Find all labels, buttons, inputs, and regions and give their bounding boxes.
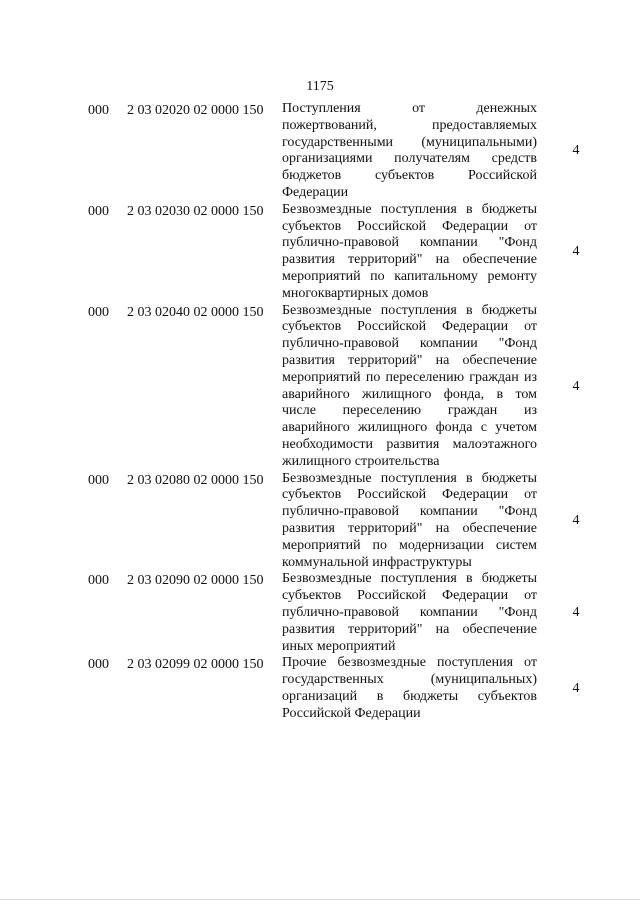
admin-code: 000: [88, 203, 109, 219]
revenue-description: Безвозмездные поступления в бюджеты субъектов Российской Федерации от публично-правовой компании "Фонд развития территорий" на обеспечение иных мероприятий: [282, 571, 537, 654]
revenue-code: 2 03 02020 02 0000 150: [127, 103, 264, 118]
revenue-code: 2 03 02090 02 0000 150: [127, 573, 264, 589]
table-row: [0, 202, 640, 303]
revenue-description: Прочие безвозмездные поступления от государственных (муниципальных) организаций в бюджеты субъектов Российской Федерации: [282, 655, 537, 721]
category-value: 4: [572, 143, 580, 159]
category-value: 4: [572, 378, 580, 394]
table-row: [0, 655, 640, 722]
scan-edge-divider: [0, 899, 640, 900]
revenue-description: Поступления от денежных пожертвований, предоставляемых государственными (муниципальными) организациями получателям средств бюджетов субъектов Российской Федерации: [282, 101, 537, 200]
category-value: 4: [572, 605, 580, 621]
revenue-code: 2 03 02040 02 0000 150: [127, 304, 264, 320]
category-value: 4: [572, 680, 580, 696]
admin-code: 000: [88, 304, 109, 320]
table-row: [0, 303, 640, 471]
admin-code: 000: [88, 472, 109, 488]
table-row: [0, 101, 640, 202]
table-row: [0, 571, 640, 655]
category-value: 4: [572, 512, 580, 528]
category-value: 4: [572, 244, 580, 260]
admin-code: 000: [88, 103, 109, 118]
revenue-description: Безвозмездные поступления в бюджеты субъектов Российской Федерации от публично-правовой компании "Фонд развития территорий" на обеспечение мероприятий по модернизации систем коммунальной инфраструктуры: [282, 470, 537, 570]
revenue-codes-table: [0, 101, 640, 722]
revenue-description: Безвозмездные поступления в бюджеты субъектов Российской Федерации от публично-правовой компании "Фонд развития территорий" на обеспечение мероприятий по переселению граждан из аварийного жилищного фонда, в том числе переселению граждан из аварийного жилищного фонда с учетом необходимости развития малоэтажного жилищного строительства: [282, 302, 537, 469]
admin-code: 000: [88, 573, 109, 589]
table-row: [0, 471, 640, 572]
revenue-description: Безвозмездные поступления в бюджеты субъектов Российской Федерации от публично-правовой компании "Фонд развития территорий" на обеспечение мероприятий по капитальному ремонту многоквартирных домов: [282, 201, 537, 301]
revenue-code: 2 03 02030 02 0000 150: [127, 203, 264, 219]
page-number: 1175: [306, 79, 334, 94]
revenue-code: 2 03 02080 02 0000 150: [127, 472, 264, 488]
admin-code: 000: [88, 657, 109, 673]
revenue-code: 2 03 02099 02 0000 150: [127, 657, 264, 673]
